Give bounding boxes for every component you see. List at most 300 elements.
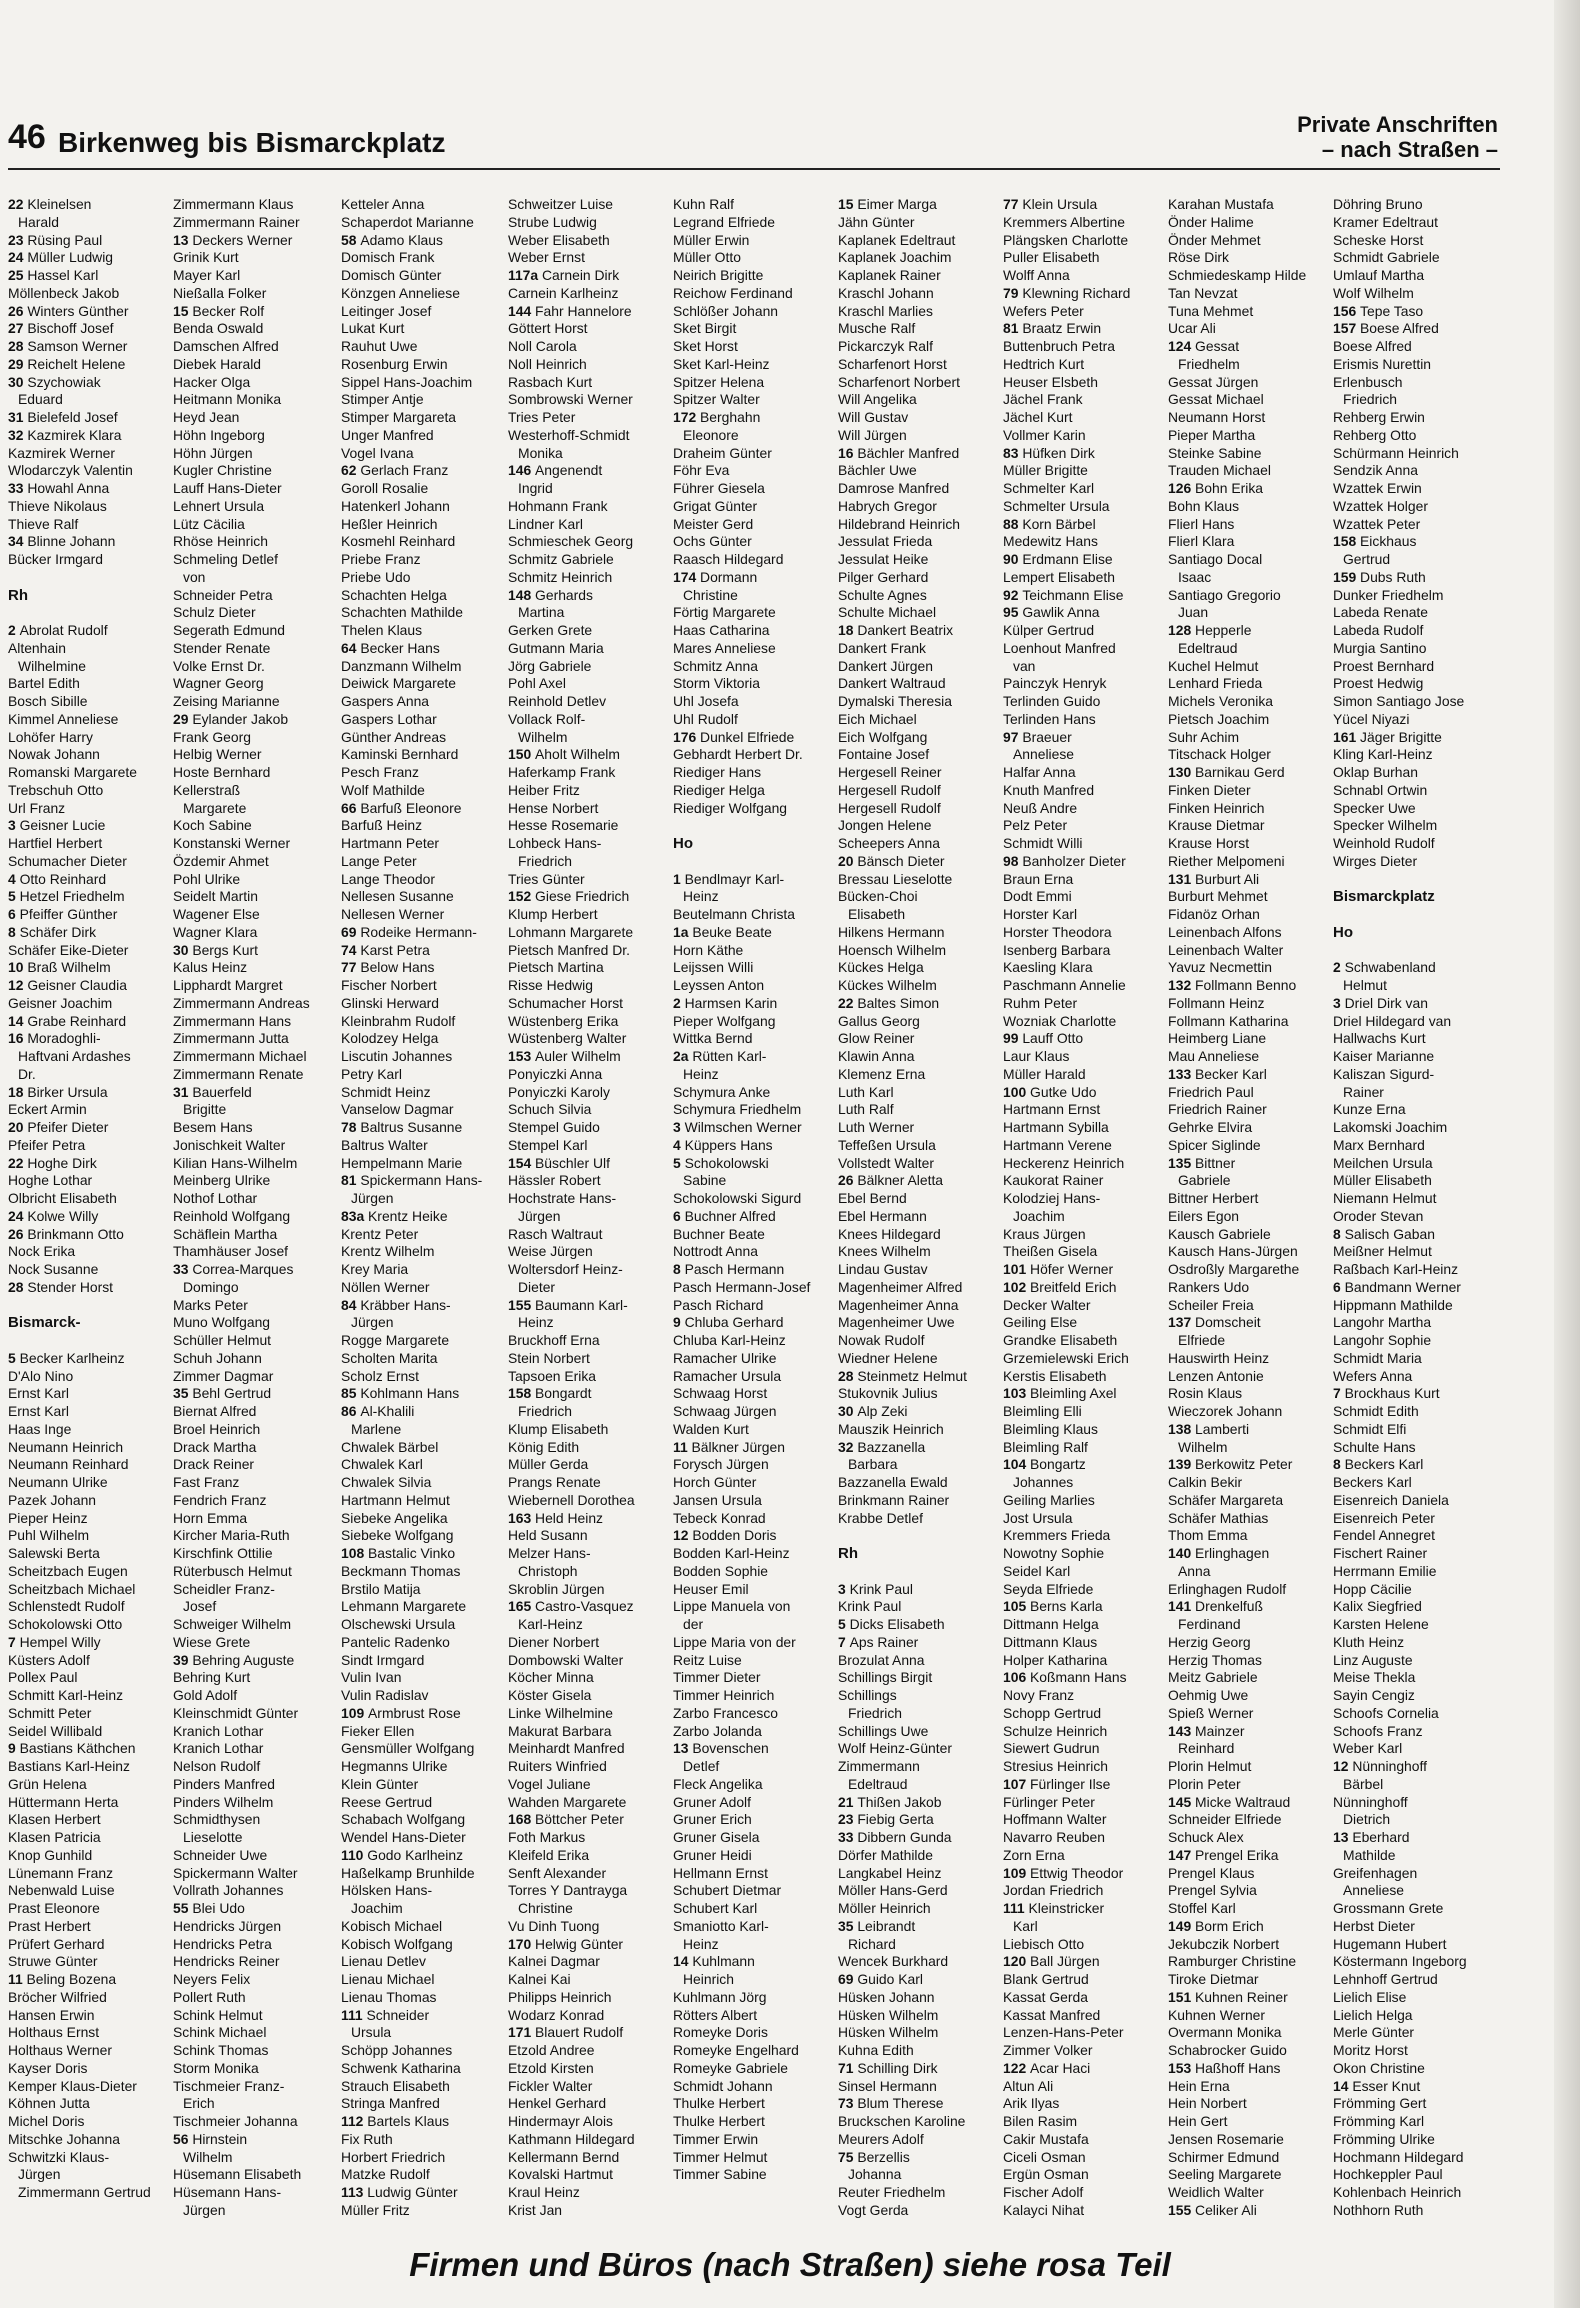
directory-entry: Holper Katharina xyxy=(1003,1651,1108,1668)
directory-entry: Pietsch Martina xyxy=(508,959,604,976)
directory-column xyxy=(508,196,668,2220)
directory-entry: 5 Becker Karlheinz xyxy=(8,1349,125,1366)
directory-entry: Schmelter Ursula xyxy=(1003,497,1110,514)
entry-continuation: Gertrud xyxy=(1343,551,1391,567)
directory-entry: Leinenbach Alfons xyxy=(1168,923,1282,940)
directory-entry: Lohbeck Hans- xyxy=(508,835,602,851)
directory-entry: Reinhold Detlev xyxy=(508,693,607,709)
directory-entry: Kuhlmann Jörg xyxy=(673,1988,767,2005)
directory-entry: 26 Bälkner Aletta xyxy=(838,1172,944,1189)
directory-entry: Kohlenbach Heinrich xyxy=(1333,2184,1462,2200)
directory-entry: Geiling Else xyxy=(1003,1314,1078,1331)
directory-entry: Stringa Manfred xyxy=(341,2095,440,2112)
directory-entry: Kugler Christine xyxy=(173,462,272,479)
directory-entry: Gruner Heidi xyxy=(673,1846,752,1863)
house-number: 16 xyxy=(838,444,858,461)
directory-entry: Follmann Heinz xyxy=(1168,994,1265,1011)
directory-entry: Herzig Thomas xyxy=(1168,1651,1262,1668)
directory-entry: Sket Horst xyxy=(673,338,738,354)
entry-continuation: Domingo xyxy=(183,1278,239,1295)
directory-entry: Pieper Martha xyxy=(1168,426,1256,443)
directory-entry: Jensen Rosemarie xyxy=(1168,2130,1284,2147)
house-number: 34 xyxy=(8,533,28,550)
directory-entry: Krentz Peter xyxy=(341,1225,419,1242)
directory-entry: Horster Theodora xyxy=(1003,923,1112,940)
house-number: 33 xyxy=(8,480,28,496)
directory-entry: Wolff Anna xyxy=(1003,267,1070,283)
directory-entry: Santiago Gregorio xyxy=(1168,586,1281,603)
directory-entry: Mau Anneliese xyxy=(1168,1048,1260,1064)
directory-entry: Lippe Manuela von xyxy=(673,1598,791,1615)
house-number: 139 xyxy=(1168,1456,1196,1473)
directory-entry: Höhn Jürgen xyxy=(173,444,253,461)
directory-entry: Zeising Marianne xyxy=(173,693,280,709)
entry-continuation: Detlef xyxy=(683,1758,720,1774)
directory-entry: 111 Schneider xyxy=(341,2006,430,2023)
directory-entry: Schmitz Gabriele xyxy=(508,551,614,567)
directory-entry: Krist Jan xyxy=(508,2201,563,2218)
house-number: 15 xyxy=(173,302,193,319)
directory-entry: Kaplanek Edeltraut xyxy=(838,231,956,248)
directory-entry: Klasen Patricia xyxy=(8,1829,101,1845)
directory-column xyxy=(838,196,998,2220)
directory-entry: Hendricks Petra xyxy=(173,1935,272,1952)
directory-entry: Murgia Santino xyxy=(1333,639,1427,656)
directory-entry: 69 Rodeike Hermann- xyxy=(341,923,477,940)
directory-entry: Follmann Katharina xyxy=(1168,1012,1289,1029)
directory-entry: Timmer Sabine xyxy=(673,2166,767,2183)
house-number: 35 xyxy=(173,1385,193,1402)
directory-entry: Strube Ludwig xyxy=(508,213,597,230)
directory-entry: Höhn Ingeborg xyxy=(173,426,265,443)
entry-continuation: Friedrich xyxy=(518,1403,573,1419)
entry-continuation: Jürgen xyxy=(183,2201,226,2218)
entry-continuation: Anneliese xyxy=(1013,746,1075,763)
directory-entry: Will Gustav xyxy=(838,409,909,425)
directory-entry: Flierl Klara xyxy=(1168,533,1235,550)
house-number: 137 xyxy=(1168,1314,1196,1331)
house-number: 149 xyxy=(1168,1917,1196,1934)
directory-entry: Wefers Peter xyxy=(1003,302,1084,319)
entry-continuation: Reinhard xyxy=(1178,1740,1235,1757)
directory-entry: Fleck Angelika xyxy=(673,1775,763,1792)
directory-entry: Erlenbusch xyxy=(1333,373,1403,390)
directory-entry: Bressau Lieselotte xyxy=(838,870,953,887)
house-number: 15 xyxy=(838,196,858,212)
directory-entry: Lukat Kurt xyxy=(341,320,405,337)
house-number: 159 xyxy=(1333,568,1361,585)
directory-entry: 110 Godo Karlheinz xyxy=(341,1846,464,1863)
directory-entry: Bücker Irmgard xyxy=(8,551,103,567)
directory-entry: Pollert Ruth xyxy=(173,1988,246,2005)
directory-entry: Külper Gertrud xyxy=(1003,622,1095,638)
directory-entry: Dankert Jürgen xyxy=(838,657,933,674)
section-heading: Rh xyxy=(838,1545,858,1562)
directory-entry: Linke Wilhelmine xyxy=(508,1704,613,1721)
directory-entry: Schulte Agnes xyxy=(838,586,927,603)
directory-entry: Pollex Paul xyxy=(8,1669,78,1686)
directory-entry: Möller Heinrich xyxy=(838,1900,931,1916)
directory-entry: Neirich Brigitte xyxy=(673,267,764,283)
directory-entry: Seidel Willibald xyxy=(8,1722,103,1739)
house-number: 144 xyxy=(508,302,536,319)
house-number: 21 xyxy=(838,1793,858,1810)
directory-entry: Zimmermann Andreas xyxy=(173,994,310,1011)
directory-entry: Gutmann Maria xyxy=(508,639,604,656)
section-title-line1: Private Anschriften xyxy=(1297,112,1498,137)
directory-entry: Zimmermann Rainer xyxy=(173,213,300,230)
directory-entry: Hässler Robert xyxy=(508,1172,601,1189)
directory-entry: Sket Karl-Heinz xyxy=(673,355,770,372)
directory-entry: Priebe Udo xyxy=(341,568,411,585)
directory-entry: Ramacher Ulrike xyxy=(673,1349,777,1366)
directory-entry: 7 Brockhaus Kurt xyxy=(1333,1385,1440,1402)
directory-entry: Frank Georg xyxy=(173,728,251,745)
directory-entry: 147 Prengel Erika xyxy=(1168,1846,1279,1863)
directory-entry: Lienau Michael xyxy=(341,1971,435,1987)
directory-entry: Wittka Bernd xyxy=(673,1030,753,1047)
directory-entry: Kranich Lothar xyxy=(173,1740,264,1757)
directory-entry: Hoensch Wilhelm xyxy=(838,941,947,958)
directory-entry: Jähn Günter xyxy=(838,213,915,230)
directory-entry: Kimmel Anneliese xyxy=(8,710,119,727)
directory-entry: Deiwick Margarete xyxy=(341,675,457,692)
directory-entry: Greifenhagen xyxy=(1333,1864,1418,1881)
house-number: 163 xyxy=(508,1509,536,1526)
directory-entry: Gallus Georg xyxy=(838,1012,920,1029)
directory-entry: Arik Ilyas xyxy=(1003,2095,1060,2112)
entry-continuation: Heinz xyxy=(518,1314,554,1331)
directory-entry: Hendricks Jürgen xyxy=(173,1917,282,1934)
directory-entry: Scheitzbach Michael xyxy=(8,1580,136,1597)
directory-entry: Lempert Elisabeth xyxy=(1003,568,1115,585)
directory-entry: Gerken Grete xyxy=(508,622,593,638)
entry-continuation: Isaac xyxy=(1178,568,1212,585)
house-number: 111 xyxy=(1003,1900,1029,1916)
house-number: 13 xyxy=(673,1740,693,1757)
directory-entry: Niemann Helmut xyxy=(1333,1190,1437,1206)
spacer xyxy=(838,1527,998,1545)
directory-entry: Wefers Anna xyxy=(1333,1367,1413,1384)
directory-entry: 86 Al-Khalili xyxy=(341,1403,415,1419)
directory-entry: 1 Bendlmayr Karl- xyxy=(673,870,785,887)
directory-entry: Scharfenort Horst xyxy=(838,355,947,372)
section-title xyxy=(1297,112,1498,162)
directory-entry: Hergesell Reiner xyxy=(838,764,942,780)
house-number: 108 xyxy=(341,1545,369,1561)
directory-entry: Rasch Waltraut xyxy=(508,1225,603,1242)
section-heading: Bismarckplatz xyxy=(1333,888,1435,906)
house-number: 30 xyxy=(838,1403,858,1419)
directory-entry: Will Jürgen xyxy=(838,426,907,443)
directory-entry: 176 Dunkel Elfriede xyxy=(673,728,795,745)
directory-entry: Nottrodt Anna xyxy=(673,1243,758,1260)
directory-entry: 133 Becker Karl xyxy=(1168,1065,1267,1082)
page-edge-shadow xyxy=(1554,0,1580,2308)
house-number: 110 xyxy=(341,1846,368,1863)
directory-entry: Ciceli Osman xyxy=(1003,2148,1086,2165)
directory-entry: Hildebrand Heinrich xyxy=(838,515,960,532)
directory-entry: Schmidt Heinz xyxy=(341,1083,431,1100)
directory-entry: 90 Erdmann Elise xyxy=(1003,551,1113,567)
directory-entry: Bodden Sophie xyxy=(673,1562,769,1579)
directory-entry: Gruner Erich xyxy=(673,1811,752,1828)
directory-entry: Michels Veronika xyxy=(1168,693,1273,709)
directory-entry: Klasen Herbert xyxy=(8,1811,101,1828)
directory-entry: Thelen Klaus xyxy=(341,622,423,638)
directory-entry: 39 Behring Auguste xyxy=(173,1651,295,1668)
directory-entry: 71 Schilling Dirk xyxy=(838,2059,938,2076)
directory-entry: Grandke Elisabeth xyxy=(1003,1332,1118,1348)
directory-entry: 3 Driel Dirk van xyxy=(1333,994,1428,1011)
directory-entry: Diebek Harald xyxy=(173,355,262,372)
directory-entry: 6 Bandmann Werner xyxy=(1333,1278,1461,1295)
directory-entry: Schmidt Maria xyxy=(1333,1349,1422,1366)
entry-continuation: Gabriele xyxy=(1178,1172,1231,1189)
directory-entry: 97 Braeuer xyxy=(1003,728,1072,745)
directory-entry: Kluth Heinz xyxy=(1333,1633,1405,1650)
directory-entry: Specker Wilhelm xyxy=(1333,817,1438,834)
directory-entry: Oklap Burhan xyxy=(1333,764,1418,780)
directory-entry: Jessulat Frieda xyxy=(838,533,933,550)
directory-entry: Titschack Holger xyxy=(1168,746,1271,763)
directory-entry: 2 Abrolat Rudolf xyxy=(8,622,108,638)
entry-continuation: Haftvani Ardashes xyxy=(18,1048,131,1064)
directory-entry: Labeda Renate xyxy=(1333,604,1429,621)
directory-entry: Puller Elisabeth xyxy=(1003,249,1100,266)
entry-continuation: Heinz xyxy=(683,888,719,905)
directory-entry: Walden Kurt xyxy=(673,1420,749,1437)
directory-entry: Prast Eleonore xyxy=(8,1900,100,1916)
directory-entry: Westerhoff-Schmidt xyxy=(508,426,630,443)
section-heading: Ho xyxy=(1333,923,1353,941)
directory-entry: 143 Mainzer xyxy=(1168,1722,1245,1739)
spacer xyxy=(673,817,833,835)
directory-entry: Ergün Osman xyxy=(1003,2166,1089,2183)
house-number: 157 xyxy=(1333,320,1361,337)
directory-entry: Ketteler Anna xyxy=(341,196,425,212)
entry-continuation: Juan xyxy=(1178,604,1209,621)
directory-entry: 113 Ludwig Günter xyxy=(341,2184,458,2200)
directory-entry: Dankert Waltraud xyxy=(838,675,946,692)
directory-entry: Müller Otto xyxy=(673,249,741,266)
directory-entry: Luth Karl xyxy=(838,1083,894,1100)
directory-entry: Hindermayr Alois xyxy=(508,2113,613,2129)
directory-entry: Heyd Jean xyxy=(173,409,240,425)
directory-entry: Melzer Hans- xyxy=(508,1545,591,1561)
directory-entry: Biernat Alfred xyxy=(173,1403,257,1419)
directory-entry: Özdemir Ahmet xyxy=(173,852,269,869)
directory-entry: Luth Ralf xyxy=(838,1101,894,1118)
directory-entry: Fast Franz xyxy=(173,1474,240,1490)
directory-entry: Chwalek Bärbel xyxy=(341,1438,439,1455)
directory-entry: Habrych Gregor xyxy=(838,497,937,514)
directory-entry: Lienau Detlev xyxy=(341,1953,426,1970)
directory-entry: Kalix Siegfried xyxy=(1333,1598,1422,1615)
directory-entry: 171 Blauert Rudolf xyxy=(508,2024,624,2041)
directory-entry: Lippe Maria von der xyxy=(673,1633,796,1650)
entry-continuation: Ursula xyxy=(351,2024,392,2041)
directory-entry: Diener Norbert xyxy=(508,1633,600,1650)
directory-entry: Overmann Monika xyxy=(1168,2024,1282,2041)
entry-continuation: van xyxy=(1013,657,1036,674)
directory-entry: Hartmann Ernst xyxy=(1003,1101,1101,1118)
directory-entry: Spickermann Walter xyxy=(173,1864,298,1881)
directory-entry: Noll Heinrich xyxy=(508,355,587,372)
directory-entry: 33 Correa-Marques xyxy=(173,1261,294,1277)
spacer xyxy=(8,604,168,622)
directory-entry: 155 Celiker Ali xyxy=(1168,2201,1257,2218)
spacer xyxy=(838,1563,998,1581)
directory-entry: Wzattek Erwin xyxy=(1333,480,1422,496)
directory-entry: 1a Beuke Beate xyxy=(673,923,772,940)
directory-entry: Drack Reiner xyxy=(173,1456,255,1473)
directory-entry: 140 Erlinghagen xyxy=(1168,1545,1270,1561)
house-number: 83 xyxy=(1003,444,1023,461)
directory-entry: Schmidt Johann xyxy=(673,2077,773,2094)
directory-entry: Fischer Norbert xyxy=(341,977,437,993)
directory-entry: 2 Harmsen Karin xyxy=(673,994,778,1011)
directory-entry: Hippmann Mathilde xyxy=(1333,1296,1453,1313)
house-number: 71 xyxy=(838,2059,858,2076)
directory-entry: Besem Hans xyxy=(173,1119,253,1135)
directory-entry: 8 Beckers Karl xyxy=(1333,1456,1424,1473)
house-number: 5 xyxy=(8,1349,20,1366)
directory-entry: 77 Klein Ursula xyxy=(1003,196,1098,212)
directory-entry: Jongen Helene xyxy=(838,817,932,834)
house-number: 1 xyxy=(673,870,685,887)
directory-entry: Erismis Nurettin xyxy=(1333,355,1432,372)
house-number: 7 xyxy=(8,1633,20,1650)
directory-entry: Schoofs Cornelia xyxy=(1333,1704,1439,1721)
directory-entry: Schäfer Eike-Dieter xyxy=(8,941,129,958)
directory-entry: Senft Alexander xyxy=(508,1864,607,1881)
directory-entry: Leitinger Josef xyxy=(341,302,432,319)
directory-entry: Pinders Manfred xyxy=(173,1775,275,1792)
directory-entry: Bruckschen Karoline xyxy=(838,2113,966,2129)
directory-entry: Ruiters Winfried xyxy=(508,1758,607,1774)
directory-entry: Hölsken Hans- xyxy=(341,1882,433,1899)
directory-entry: Lütz Cäcilia xyxy=(173,515,245,532)
directory-entry: Jansen Ursula xyxy=(673,1491,762,1508)
directory-entry: Kobisch Michael xyxy=(341,1917,443,1934)
directory-entry: 148 Gerhards xyxy=(508,586,593,603)
directory-entry: Müller Gerda xyxy=(508,1456,589,1473)
directory-entry: Cakir Mustafa xyxy=(1003,2130,1089,2147)
directory-entry: Schmitz Anna xyxy=(673,657,758,674)
house-number: 11 xyxy=(8,1971,27,1987)
directory-entry: Müller Brigitte xyxy=(1003,462,1088,479)
directory-entry: 150 Aholt Wilhelm xyxy=(508,746,620,763)
directory-entry: 75 Berzellis xyxy=(838,2148,910,2165)
directory-entry: Schachten Mathilde xyxy=(341,604,464,621)
directory-entry: Schulte Michael xyxy=(838,604,937,621)
house-number: 158 xyxy=(508,1385,536,1402)
directory-entry: Meitz Gabriele xyxy=(1168,1669,1258,1686)
house-number: 12 xyxy=(8,977,28,993)
directory-entry: Grigat Günter xyxy=(673,497,758,514)
directory-entry: Schneider Elfriede xyxy=(1168,1811,1282,1828)
house-number: 31 xyxy=(8,409,28,425)
directory-entry: Prast Herbert xyxy=(8,1917,91,1934)
directory-entry: Dittmann Helga xyxy=(1003,1616,1099,1632)
house-number: 14 xyxy=(1333,2077,1353,2094)
directory-entry: Nelson Rudolf xyxy=(173,1758,261,1774)
directory-entry: Kalnei Dagmar xyxy=(508,1953,600,1970)
directory-entry: 14 Grabe Reinhard xyxy=(8,1012,127,1029)
directory-entry: Eckert Armin xyxy=(8,1101,87,1118)
directory-entry: Schwaag Jürgen xyxy=(673,1403,777,1419)
house-number: 77 xyxy=(341,959,361,976)
directory-entry: 69 Guido Karl xyxy=(838,1971,923,1987)
directory-entry: 132 Follmann Benno xyxy=(1168,977,1297,993)
directory-entry: Sindt Irmgard xyxy=(341,1651,425,1668)
directory-entry: Könzgen Anneliese xyxy=(341,284,460,301)
directory-entry: Frömming Karl xyxy=(1333,2113,1425,2129)
house-number: 158 xyxy=(1333,533,1361,550)
directory-entry: Reuter Friedhelm xyxy=(838,2184,946,2200)
directory-entry: Lienau Thomas xyxy=(341,1988,437,2005)
directory-entry: Url Franz xyxy=(8,799,66,816)
house-number: 88 xyxy=(1003,515,1023,532)
directory-entry: Schnabl Ortwin xyxy=(1333,781,1428,798)
entry-continuation: Edeltraud xyxy=(848,1775,908,1792)
house-number: 5 xyxy=(8,888,20,905)
directory-entry: 111 Kleinstricker xyxy=(1003,1900,1105,1916)
directory-entry: Schulze Heinrich xyxy=(1003,1722,1108,1739)
directory-entry: Scheepers Anna xyxy=(838,835,940,851)
entry-continuation: Anna xyxy=(1178,1562,1211,1579)
directory-entry: Hüsken Wilhelm xyxy=(838,2024,939,2041)
directory-entry: 159 Dubs Ruth xyxy=(1333,568,1426,585)
directory-entry: 105 Berns Karla xyxy=(1003,1598,1103,1615)
directory-entry: Risse Hedwig xyxy=(508,977,593,993)
directory-entry: 144 Fahr Hannelore xyxy=(508,302,632,319)
directory-entry: Meister Gerd xyxy=(673,515,754,532)
entry-continuation: Friedrich xyxy=(848,1704,903,1721)
directory-entry: 28 Steinmetz Helmut xyxy=(838,1367,967,1384)
directory-entry: Romeyke Engelhard xyxy=(673,2042,799,2058)
directory-entry: Musche Ralf xyxy=(838,320,916,337)
directory-entry: Wodarz Konrad xyxy=(508,2006,605,2023)
house-number: 3 xyxy=(8,817,20,834)
directory-column xyxy=(1333,196,1493,2220)
directory-entry: Rüterbusch Helmut xyxy=(173,1562,292,1579)
directory-entry: Thom Emma xyxy=(1168,1527,1248,1544)
directory-entry: Mayer Karl xyxy=(173,267,241,283)
directory-entry: Dörfer Mathilde xyxy=(838,1846,933,1863)
directory-entry: Wiese Grete xyxy=(173,1633,251,1650)
directory-entry: Spitzer Walter xyxy=(673,391,760,408)
house-number: 6 xyxy=(1333,1278,1345,1295)
directory-entry: Carnein Karlheinz xyxy=(508,284,619,301)
entry-continuation: Lieselotte xyxy=(183,1829,243,1845)
directory-entry: 9 Bastians Käthchen xyxy=(8,1740,136,1757)
directory-entry: Timmer Heinrich xyxy=(673,1687,775,1703)
directory-entry: Schubert Karl xyxy=(673,1900,758,1916)
entry-continuation: Dr. xyxy=(18,1065,36,1082)
house-number: 28 xyxy=(8,1278,28,1295)
directory-entry: Kaiser Marianne xyxy=(1333,1048,1435,1064)
directory-entry: Tuna Mehmet xyxy=(1168,302,1254,319)
directory-entry: Kirschfink Ottilie xyxy=(173,1545,273,1561)
directory-entry: Schuck Alex xyxy=(1168,1829,1244,1845)
directory-entry: 30 Szychowiak xyxy=(8,373,101,390)
directory-entry: Müller Erwin xyxy=(673,231,750,248)
directory-entry: 73 Blum Therese xyxy=(838,2095,944,2112)
directory-entry: Henkel Gerhard xyxy=(508,2095,607,2112)
directory-entry: Klump Herbert xyxy=(508,906,598,922)
